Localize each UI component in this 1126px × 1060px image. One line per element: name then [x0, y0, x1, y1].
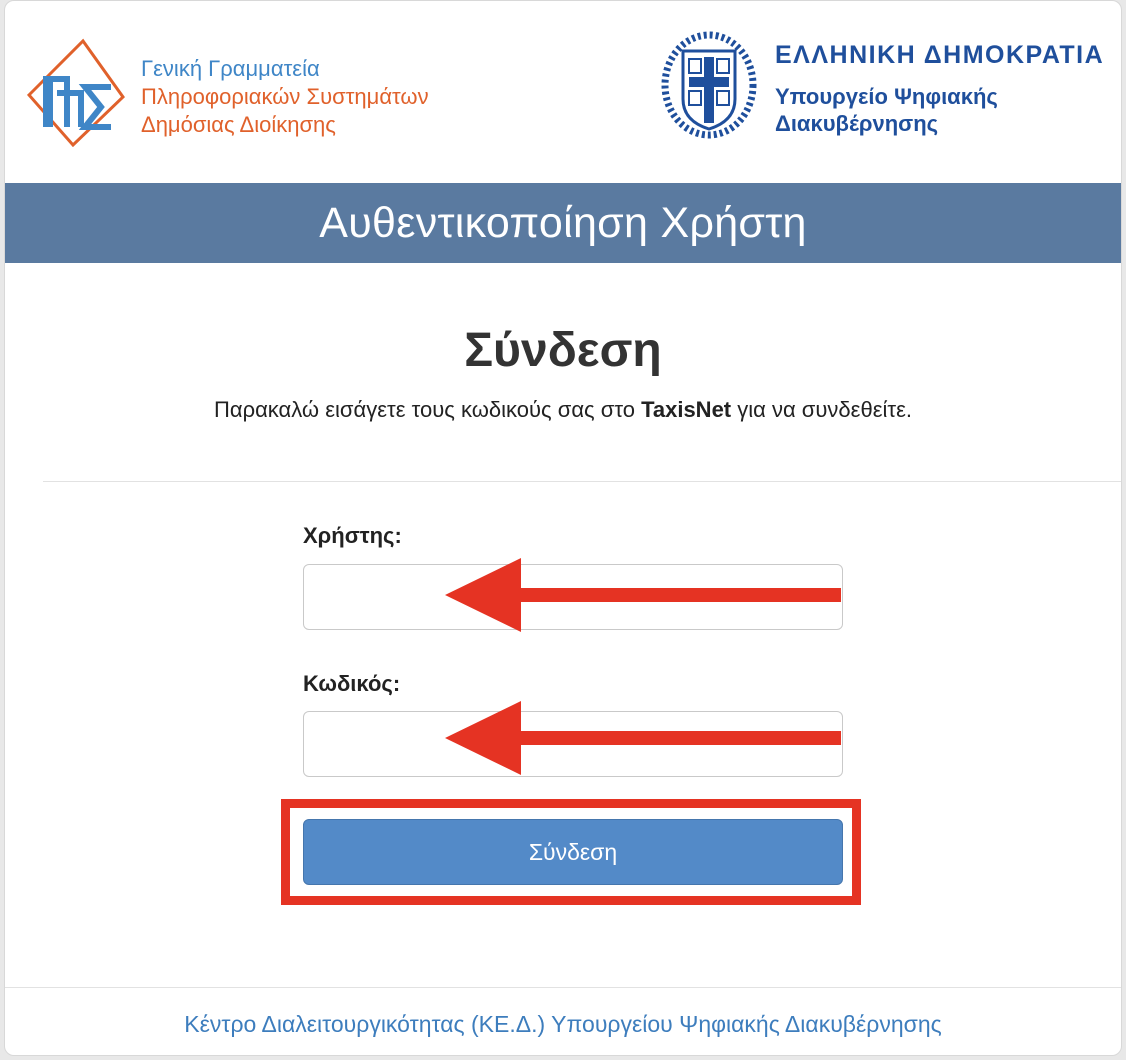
- government-line-3: Διακυβέρνησης: [775, 111, 939, 136]
- instructions-taxisnet: TaxisNet: [641, 397, 732, 422]
- login-button[interactable]: Σύνδεση: [303, 819, 843, 885]
- username-input[interactable]: [303, 564, 843, 630]
- gsis-line-1: Γενική Γραμματεία: [141, 56, 320, 81]
- password-label: Κωδικός:: [303, 671, 401, 696]
- password-input[interactable]: [303, 711, 843, 777]
- greek-coat-of-arms-icon: [657, 29, 761, 141]
- gsis-logo-icon: [21, 35, 131, 147]
- instructions-text-end: για να συνδεθείτε.: [731, 397, 913, 422]
- username-label: Χρήστης:: [303, 523, 402, 548]
- divider: [43, 481, 1121, 482]
- government-line-1: ΕΛΛΗΝΙΚΗ ΔΗΜΟΚΡΑΤΙΑ: [775, 41, 1105, 69]
- page-title: Αυθεντικοποίηση Χρήστη: [319, 198, 807, 247]
- title-bar: [5, 183, 1121, 263]
- instructions-text-start: Παρακαλώ εισάγετε τους κωδικούς σας στο: [213, 397, 642, 422]
- footer-divider: [5, 987, 1121, 988]
- government-line-2: Υπουργείο Ψηφιακής: [775, 84, 998, 109]
- gsis-line-3: Δημόσιας Διοίκησης: [141, 112, 336, 137]
- footer-ked-link[interactable]: Κέντρο Διαλειτουργικότητας (ΚΕ.Δ.) Υπουργείου Ψηφιακής Διακυβέρνησης: [184, 1011, 942, 1037]
- government-name: [775, 39, 1104, 137]
- gsis-logo: [21, 35, 491, 151]
- login-card: [4, 0, 1122, 1056]
- government-logo: [657, 29, 1117, 149]
- login-instructions: [5, 397, 1121, 423]
- gsis-name: [141, 55, 429, 139]
- login-heading: Σύνδεση: [464, 324, 662, 377]
- gsis-line-2: Πληροφοριακών Συστημάτων: [141, 84, 429, 109]
